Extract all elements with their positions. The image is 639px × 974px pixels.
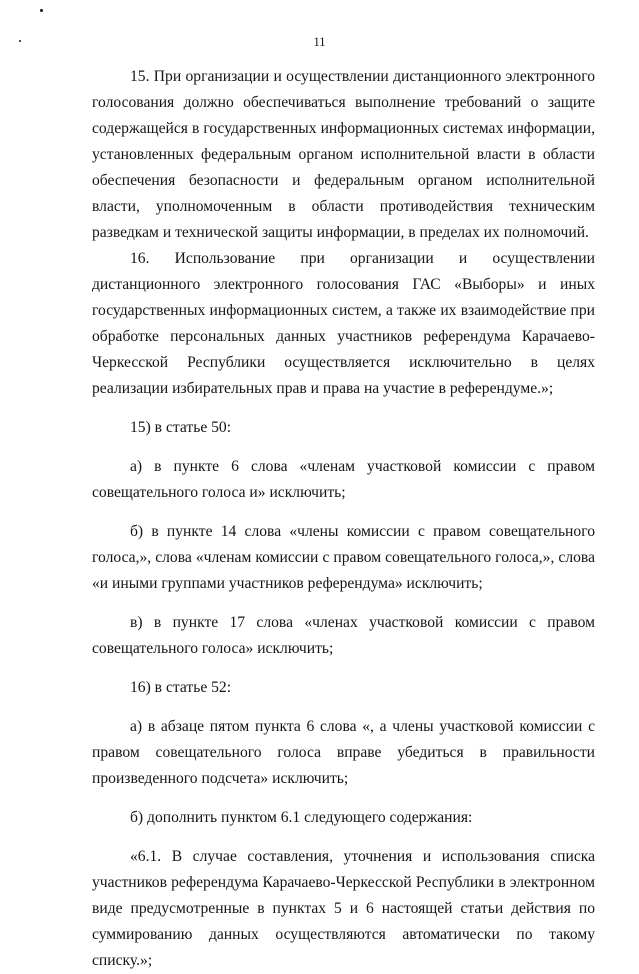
paragraph-point-15: 15) в статье 50: bbox=[130, 419, 232, 436]
paragraph-6-1: «6.1. В случае составления, уточнения и использования списка участников референдума Карачаево-Черкесской Республики в электронном виде предусмотренные в пунктах 5 и 6 настоящей статьи действия по суммированию данных осуществляются автоматически по такому списку.»; bbox=[92, 848, 595, 969]
paragraph-52-b: б) дополнить пунктом 6.1 следующего содержания: bbox=[130, 809, 473, 826]
paragraph-point-16: 16) в статье 52: bbox=[130, 679, 232, 696]
paragraph-50-a: а) в пункте 6 слова «членам участковой комиссии с правом совещательного голоса и» исключить; bbox=[92, 458, 595, 501]
paragraph-52-a: а) в абзаце пятом пункта 6 слова «, а члены участковой комиссии с правом совещательного голоса вправе убедиться в правильности произведенного подсчета» исключить; bbox=[92, 718, 595, 787]
paragraph-item-15: 15. При организации и осуществлении дистанционного электронного голосования должно обеспечиваться выполнение требований о защите содержащейся в государственных информационных системах информации, установленных федеральным органом исполнительной власти в области обеспечения безопасности и федеральным органом исполнительной власти, уполномоченным в области противодействия техническим разведкам и технической защиты информации, в пределах их полномочий. bbox=[92, 68, 595, 241]
paragraph-item-16: 16. Использование при организации и осуществлении дистанционного электронного голосования ГАС «Выборы» и иных государственных информационных систем, а также их взаимодействие при обработке персональных данных участников референдума Карачаево-Черкесской Республики осуществляется исключительно в целях реализации избирательных прав и права на участие в референдуме.»; bbox=[92, 250, 595, 397]
scan-speck bbox=[40, 9, 43, 12]
paragraph-50-v: в) в пункте 17 слова «членах участковой комиссии с правом совещательного голоса» исключить; bbox=[92, 614, 595, 657]
document-body bbox=[92, 64, 595, 974]
paragraph-50-b: б) в пункте 14 слова «члены комиссии с правом совещательного голоса,», слова «членам комиссии с правом совещательного голоса,», слова «и иными группами участников референдума» исключить; bbox=[92, 523, 595, 592]
page-number: 11 bbox=[313, 35, 326, 49]
